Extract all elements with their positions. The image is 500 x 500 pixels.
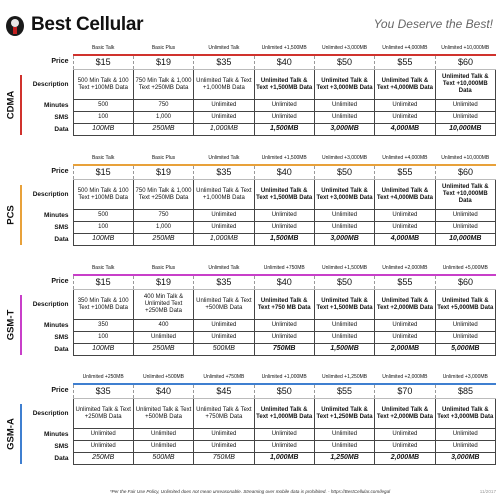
plan-cell: Basic Plus bbox=[151, 45, 176, 52]
min-row bbox=[22, 210, 496, 222]
min-cell: Unlimited bbox=[254, 320, 314, 332]
sms-cell: Unlimited bbox=[435, 441, 495, 453]
data-cell: 100MB bbox=[73, 124, 133, 136]
data-cell: 5,000MB bbox=[435, 344, 495, 356]
row-label: Data bbox=[54, 235, 69, 243]
sms-cell: Unlimited bbox=[133, 441, 193, 453]
data-cell: 750MB bbox=[194, 453, 254, 465]
min-cell: 750 bbox=[133, 100, 193, 112]
row-label: Price bbox=[51, 58, 69, 66]
data-cell: 250MB bbox=[133, 234, 193, 246]
price-cell: $19 bbox=[133, 165, 193, 180]
price-cell: $55 bbox=[314, 384, 374, 399]
plan-cell: Unlimited Talk bbox=[208, 265, 240, 272]
plan-cell: Unlimited +750MB bbox=[203, 374, 245, 381]
sms-cell: Unlimited bbox=[194, 222, 254, 234]
price-cell: $35 bbox=[73, 384, 133, 399]
desc-cell: Unlimited Talk & Text +5,000MB Data bbox=[435, 290, 495, 320]
price-cell: $35 bbox=[194, 275, 254, 290]
desc-cell: Unlimited Talk & Text +3,000MB Data bbox=[314, 70, 374, 100]
plan-cell: Unlimited +10,000MB bbox=[441, 45, 490, 52]
price-cell: $60 bbox=[435, 55, 495, 70]
network-name: CDMA bbox=[5, 90, 17, 120]
plan-row bbox=[22, 154, 496, 165]
network-label bbox=[0, 293, 22, 357]
data-cell: 3,000MB bbox=[314, 234, 374, 246]
desc-cell: Unlimited Talk & Text +250MB Data bbox=[73, 399, 133, 429]
plan-cell: Unlimited +2,000MB bbox=[382, 374, 428, 381]
row-label: Price bbox=[51, 387, 69, 395]
section-gsm-t bbox=[0, 264, 500, 359]
row-label bbox=[22, 44, 73, 55]
plan-row bbox=[22, 264, 496, 275]
data-cell: 1,500MB bbox=[254, 124, 314, 136]
desc-cell: Unlimited Talk & Text +4,000MB Data bbox=[375, 70, 435, 100]
min-cell: Unlimited bbox=[314, 429, 374, 441]
data-cell: 100MB bbox=[73, 344, 133, 356]
data-cell: 1,000MB bbox=[254, 453, 314, 465]
min-row bbox=[22, 100, 496, 112]
data-cell: 3,000MB bbox=[314, 124, 374, 136]
desc-cell: Unlimited Talk & Text +3,000MB Data bbox=[435, 399, 495, 429]
plan-table bbox=[22, 44, 496, 136]
price-cell: $60 bbox=[435, 165, 495, 180]
desc-cell: Unlimited Talk & Text +1,500MB Data bbox=[254, 70, 314, 100]
data-row bbox=[22, 344, 496, 356]
row-label: Description bbox=[32, 80, 69, 88]
plan-cell: Basic Plus bbox=[151, 155, 176, 162]
price-cell: $15 bbox=[73, 55, 133, 70]
min-cell: Unlimited bbox=[435, 100, 495, 112]
sms-cell: Unlimited bbox=[375, 441, 435, 453]
price-cell: $50 bbox=[314, 165, 374, 180]
sms-cell: Unlimited bbox=[375, 332, 435, 344]
row-label: Description bbox=[32, 300, 69, 308]
plan-cell: Unlimited +3,000MB bbox=[321, 45, 368, 52]
row-label: SMS bbox=[54, 333, 69, 341]
plan-cell: Unlimited +4,000MB bbox=[382, 155, 428, 162]
network-name: GSM-T bbox=[5, 309, 17, 341]
row-label: Data bbox=[54, 454, 69, 462]
plan-cell: Unlimited +1,250MB bbox=[321, 374, 368, 381]
sms-cell: Unlimited bbox=[194, 332, 254, 344]
data-cell: 1,000MB bbox=[194, 234, 254, 246]
sms-cell: 1,000 bbox=[133, 112, 193, 124]
sms-cell: Unlimited bbox=[254, 332, 314, 344]
plan-row bbox=[22, 44, 496, 55]
network-name: GSM-A bbox=[5, 418, 17, 450]
sms-cell: 100 bbox=[73, 222, 133, 234]
desc-cell: Unlimited Talk & Text +1,500MB Data bbox=[254, 180, 314, 210]
min-cell: Unlimited bbox=[194, 320, 254, 332]
data-cell: 2,000MB bbox=[375, 453, 435, 465]
plan-cell: Unlimited +4,000MB bbox=[382, 45, 428, 52]
price-cell: $40 bbox=[254, 55, 314, 70]
sms-cell: Unlimited bbox=[194, 441, 254, 453]
desc-cell: Unlimited Talk & Text +500MB Data bbox=[194, 290, 254, 320]
row-label: SMS bbox=[54, 442, 69, 450]
desc-cell: Unlimited Talk & Text +750MB Data bbox=[194, 399, 254, 429]
desc-cell: Unlimited Talk & Text +4,000MB Data bbox=[375, 180, 435, 210]
price-cell: $45 bbox=[194, 384, 254, 399]
sms-cell: 1,000 bbox=[133, 222, 193, 234]
price-row bbox=[22, 384, 496, 399]
min-cell: Unlimited bbox=[435, 320, 495, 332]
plan-cell: Basic Talk bbox=[91, 265, 115, 272]
desc-row bbox=[22, 399, 496, 429]
plan-cell: Unlimited +3,000MB bbox=[442, 374, 488, 381]
plan-cell: Basic Talk bbox=[91, 155, 115, 162]
plan-row bbox=[22, 373, 496, 384]
row-label: SMS bbox=[54, 113, 69, 121]
row-label: Minutes bbox=[43, 211, 69, 219]
desc-cell: 400 Min Talk & Unlimited Text +250MB Data bbox=[133, 290, 193, 320]
desc-row bbox=[22, 180, 496, 210]
sms-cell: Unlimited bbox=[435, 112, 495, 124]
min-cell: Unlimited bbox=[254, 429, 314, 441]
min-cell: Unlimited bbox=[375, 210, 435, 222]
price-cell: $40 bbox=[254, 275, 314, 290]
desc-cell: Unlimited Talk & Text +1,000MB Data bbox=[194, 70, 254, 100]
desc-cell: Unlimited Talk & Text +10,000MB Data bbox=[435, 70, 495, 100]
min-cell: Unlimited bbox=[314, 320, 374, 332]
min-cell: 500 bbox=[73, 100, 133, 112]
plan-cell: Unlimited +250MB bbox=[82, 374, 124, 381]
row-label: Minutes bbox=[43, 321, 69, 329]
desc-cell: 500 Min Talk & 100 Text +100MB Data bbox=[73, 180, 133, 210]
plan-table bbox=[22, 154, 496, 246]
price-cell: $19 bbox=[133, 275, 193, 290]
row-label: Data bbox=[54, 345, 69, 353]
data-cell: 500MB bbox=[194, 344, 254, 356]
sms-row bbox=[22, 441, 496, 453]
plan-cell: Unlimited +10,000MB bbox=[441, 155, 490, 162]
min-cell: Unlimited bbox=[375, 320, 435, 332]
data-cell: 500MB bbox=[133, 453, 193, 465]
desc-row bbox=[22, 290, 496, 320]
price-cell: $35 bbox=[194, 55, 254, 70]
desc-cell: 500 Min Talk & 100 Text +100MB Data bbox=[73, 70, 133, 100]
min-cell: Unlimited bbox=[435, 210, 495, 222]
section-pcs bbox=[0, 154, 500, 249]
sms-cell: Unlimited bbox=[435, 332, 495, 344]
sms-cell: Unlimited bbox=[314, 112, 374, 124]
desc-cell: Unlimited Talk & Text +500MB Data bbox=[133, 399, 193, 429]
brand-logo-icon bbox=[6, 16, 24, 36]
price-row bbox=[22, 55, 496, 70]
row-label: Minutes bbox=[43, 430, 69, 438]
price-cell: $55 bbox=[375, 275, 435, 290]
plan-table bbox=[22, 373, 496, 465]
row-label bbox=[22, 373, 73, 384]
price-cell: $40 bbox=[133, 384, 193, 399]
data-cell: 100MB bbox=[73, 234, 133, 246]
data-cell: 750MB bbox=[254, 344, 314, 356]
desc-cell: Unlimited Talk & Text +1,000MB Data bbox=[194, 180, 254, 210]
plan-cell: Basic Plus bbox=[151, 265, 176, 272]
plan-cell: Unlimited +3,000MB bbox=[321, 155, 368, 162]
desc-cell: Unlimited Talk & Text +2,000MB Data bbox=[375, 399, 435, 429]
data-row bbox=[22, 234, 496, 246]
sms-cell: Unlimited bbox=[314, 332, 374, 344]
price-row bbox=[22, 275, 496, 290]
data-cell: 1,250MB bbox=[314, 453, 374, 465]
data-cell: 1,500MB bbox=[314, 344, 374, 356]
price-cell: $40 bbox=[254, 165, 314, 180]
sms-cell: Unlimited bbox=[133, 332, 193, 344]
min-cell: Unlimited bbox=[194, 429, 254, 441]
price-cell: $60 bbox=[435, 275, 495, 290]
desc-cell: Unlimited Talk & Text +3,000MB Data bbox=[314, 180, 374, 210]
sms-cell: Unlimited bbox=[254, 222, 314, 234]
min-cell: Unlimited bbox=[254, 210, 314, 222]
min-cell: Unlimited bbox=[133, 429, 193, 441]
sms-cell: Unlimited bbox=[435, 222, 495, 234]
desc-cell: 750 Min Talk & 1,000 Text +250MB Data bbox=[133, 70, 193, 100]
data-cell: 10,000MB bbox=[435, 124, 495, 136]
section-gsm-a bbox=[0, 373, 500, 468]
price-cell: $70 bbox=[375, 384, 435, 399]
min-cell: 350 bbox=[73, 320, 133, 332]
min-cell: Unlimited bbox=[375, 100, 435, 112]
price-cell: $55 bbox=[375, 165, 435, 180]
sms-cell: Unlimited bbox=[254, 112, 314, 124]
price-cell: $85 bbox=[435, 384, 495, 399]
price-cell: $19 bbox=[133, 55, 193, 70]
price-cell: $15 bbox=[73, 165, 133, 180]
min-cell: Unlimited bbox=[254, 100, 314, 112]
row-label: SMS bbox=[54, 223, 69, 231]
row-label: Data bbox=[54, 125, 69, 133]
row-label: Price bbox=[51, 168, 69, 176]
price-cell: $35 bbox=[194, 165, 254, 180]
min-cell: 500 bbox=[73, 210, 133, 222]
data-cell: 250MB bbox=[133, 124, 193, 136]
row-label: Description bbox=[32, 409, 69, 417]
plan-cell: Unlimited +750MB bbox=[263, 265, 305, 272]
desc-cell: 750 Min Talk & 1,000 Text +250MB Data bbox=[133, 180, 193, 210]
price-row bbox=[22, 165, 496, 180]
min-cell: Unlimited bbox=[314, 210, 374, 222]
tagline: You Deserve the Best! bbox=[373, 17, 493, 31]
plan-cell: Unlimited +1,500MB bbox=[261, 155, 307, 162]
price-cell: $50 bbox=[314, 275, 374, 290]
row-label: Minutes bbox=[43, 101, 69, 109]
data-cell: 4,000MB bbox=[375, 124, 435, 136]
data-row bbox=[22, 453, 496, 465]
price-cell: $55 bbox=[375, 55, 435, 70]
sms-row bbox=[22, 222, 496, 234]
network-label bbox=[0, 183, 22, 247]
min-cell: Unlimited bbox=[73, 429, 133, 441]
plan-cell: Unlimited +1,500MB bbox=[321, 265, 368, 272]
min-cell: Unlimited bbox=[194, 100, 254, 112]
min-cell: Unlimited bbox=[435, 429, 495, 441]
network-label bbox=[0, 73, 22, 137]
footer-date: 11/2017 bbox=[479, 489, 496, 494]
row-label bbox=[22, 154, 73, 165]
sms-cell: 100 bbox=[73, 112, 133, 124]
desc-cell: Unlimited Talk & Text +1,500MB Data bbox=[314, 290, 374, 320]
desc-cell: Unlimited Talk & Text +10,000MB Data bbox=[435, 180, 495, 210]
sms-cell: Unlimited bbox=[194, 112, 254, 124]
plan-cell: Unlimited +500MB bbox=[143, 374, 185, 381]
data-cell: 1,500MB bbox=[254, 234, 314, 246]
desc-cell: Unlimited Talk & Text +1,000MB Data bbox=[254, 399, 314, 429]
price-cell: $50 bbox=[314, 55, 374, 70]
min-cell: Unlimited bbox=[375, 429, 435, 441]
data-cell: 2,000MB bbox=[375, 344, 435, 356]
data-cell: 250MB bbox=[133, 344, 193, 356]
data-cell: 10,000MB bbox=[435, 234, 495, 246]
min-cell: Unlimited bbox=[314, 100, 374, 112]
desc-cell: Unlimited Talk & Text +750 MB Data bbox=[254, 290, 314, 320]
sms-cell: Unlimited bbox=[375, 222, 435, 234]
min-row bbox=[22, 320, 496, 332]
price-cell: $50 bbox=[254, 384, 314, 399]
sms-cell: Unlimited bbox=[314, 222, 374, 234]
plan-cell: Unlimited +1,000MB bbox=[261, 374, 307, 381]
data-cell: 250MB bbox=[73, 453, 133, 465]
plan-cell: Unlimited Talk bbox=[208, 155, 240, 162]
desc-row bbox=[22, 70, 496, 100]
min-row bbox=[22, 429, 496, 441]
sms-cell: Unlimited bbox=[314, 441, 374, 453]
row-label: Price bbox=[51, 278, 69, 286]
sms-cell: Unlimited bbox=[375, 112, 435, 124]
header bbox=[0, 0, 500, 44]
network-label bbox=[0, 402, 22, 466]
data-cell: 3,000MB bbox=[435, 453, 495, 465]
min-cell: 750 bbox=[133, 210, 193, 222]
data-cell: 1,000MB bbox=[194, 124, 254, 136]
desc-cell: 350 Min Talk & 100 Text +100MB Data bbox=[73, 290, 133, 320]
sms-row bbox=[22, 332, 496, 344]
section-cdma bbox=[0, 44, 500, 139]
min-cell: 400 bbox=[133, 320, 193, 332]
row-label: Description bbox=[32, 190, 69, 198]
plan-cell: Unlimited +5,000MB bbox=[442, 265, 488, 272]
sms-cell: Unlimited bbox=[73, 441, 133, 453]
row-label bbox=[22, 264, 73, 275]
desc-cell: Unlimited Talk & Text +2,000MB Data bbox=[375, 290, 435, 320]
sms-cell: Unlimited bbox=[254, 441, 314, 453]
data-cell: 4,000MB bbox=[375, 234, 435, 246]
min-cell: Unlimited bbox=[194, 210, 254, 222]
price-cell: $15 bbox=[73, 275, 133, 290]
data-row bbox=[22, 124, 496, 136]
plan-table bbox=[22, 264, 496, 356]
plan-cell: Unlimited Talk bbox=[208, 45, 240, 52]
plan-cell: Unlimited +2,000MB bbox=[382, 265, 428, 272]
desc-cell: Unlimited Talk & Text +1,250MB Data bbox=[314, 399, 374, 429]
footer-note: *Per the Fair Use Policy, Unlimited does not mean unreasonable. Streaming over mobile data is prohibited. - https://BestCellular.com/legal bbox=[109, 489, 391, 494]
sms-cell: 100 bbox=[73, 332, 133, 344]
sms-row bbox=[22, 112, 496, 124]
brand-name: Best Cellular bbox=[31, 14, 144, 35]
plan-cell: Basic Talk bbox=[91, 45, 115, 52]
plan-cell: Unlimited +1,500MB bbox=[261, 45, 307, 52]
network-name: PCS bbox=[5, 205, 17, 225]
